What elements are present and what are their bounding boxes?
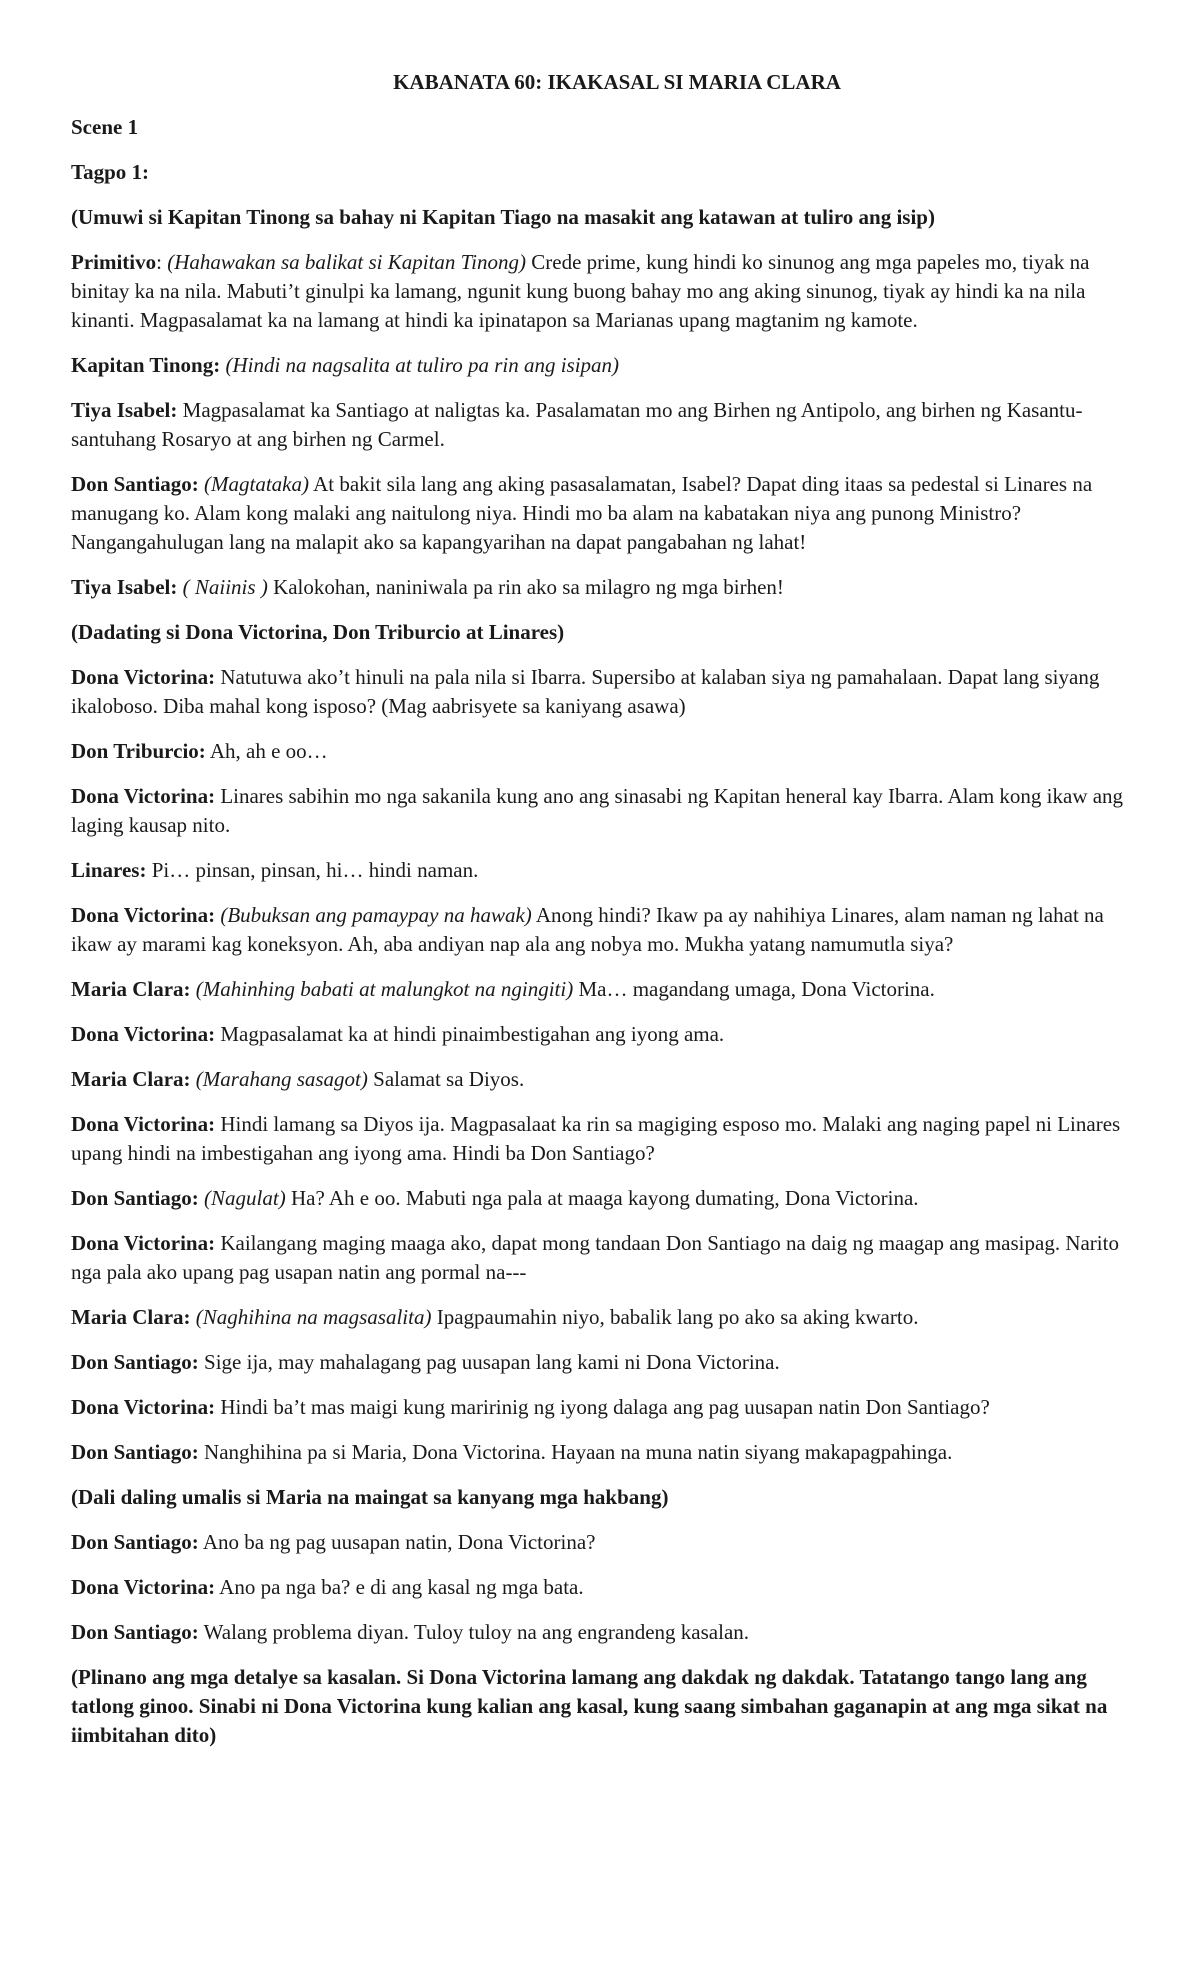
dialogue-text: Kalokohan, naniniwala pa rin ako sa milagro ng mga birhen! (267, 575, 784, 599)
speaker-name: Dona Victorina: (71, 1395, 216, 1419)
stage-direction: (Dali daling umalis si Maria na maingat sa kanyang mga hakbang) (71, 1485, 669, 1509)
stage-note: (Hahawakan sa balikat si Kapitan Tinong) (167, 250, 526, 274)
speaker-name: Don Triburcio: (71, 739, 206, 763)
speaker-name: Dona Victorina: (71, 784, 216, 808)
speaker-name: Don Santiago: (71, 1350, 199, 1374)
dialogue-line (71, 663, 1143, 721)
stage-direction: (Umuwi si Kapitan Tinong sa bahay ni Kapitan Tiago na masakit ang katawan at tuliro ang isip) (71, 205, 935, 229)
speaker-name: Primitivo (71, 250, 157, 274)
dialogue-text: Ha? Ah e oo. Mabuti nga pala at maaga kayong dumating, Dona Victorina. (285, 1186, 919, 1210)
dialogue-line (71, 975, 1143, 1004)
stage-direction: (Plinano ang mga detalye sa kasalan. Si Dona Victorina lamang ang dakdak ng dakdak. Tatatango tango lang ang tatlong ginoo. Sinabi ni Dona Victorina kung kalian ang kasal, kung saang simbahan gaganapin at ang mga sikat na iimbitahan dito) (71, 1665, 1108, 1747)
dialogue-line (71, 1020, 1143, 1049)
dialogue-line (71, 737, 1143, 766)
dialogue-line (71, 573, 1143, 602)
speaker-name: Dona Victorina: (71, 665, 216, 689)
dialogue-text: Ah, ah e oo… (209, 739, 328, 763)
dialogue-line (71, 1348, 1143, 1377)
speaker-separator: : (156, 250, 168, 274)
dialogue-line (71, 1438, 1143, 1467)
dialogue-text: Magpasalamat ka Santiago at naligtas ka. Pasalamatan mo ang Birhen ng Antipolo, ang birhen ng Kasantu- santuhang Rosaryo at ang birhen ng Carmel. (71, 398, 1083, 451)
dialogue-text: Ma… magandang umaga, Dona Victorina. (573, 977, 935, 1001)
dialogue-line (71, 1393, 1143, 1422)
dialogue-text: Pi… pinsan, pinsan, hi… hindi naman. (151, 858, 479, 882)
stage-note: (Hindi na nagsalita at tuliro pa rin ang isipan) (225, 353, 620, 377)
dialogue-line (71, 1618, 1143, 1647)
speaker-name: Maria Clara: (71, 1067, 191, 1091)
dialogue-text: Anong hindi? Ikaw pa ay nahihiya Linares, alam naman ng lahat na ikaw ay marami kag koneksyon. Ah, aba andiyan nap ala ang nobya mo. Mukha yatang namumutla siya? (71, 903, 1104, 956)
dialogue-text: Nanghihina pa si Maria, Dona Victorina. Hayaan na muna natin siyang makapagpahinga. (204, 1440, 953, 1464)
dialogue-text: Crede prime, kung hindi ko sinunog ang mga papeles mo, tiyak na binitay ka na nila. Mabuti’t ginulpi ka lamang, ngunit kung buong bahay mo ang aking sinunog, tiyak ay hindi ka na nila kinanti. Magpasalamat ka na lamang at hindi ka ipinatapon sa Marianas upang magtanim ng kamote. (71, 250, 1090, 332)
speaker-name: Don Santiago: (71, 472, 199, 496)
chapter-title: KABANATA 60: IKAKASAL SI MARIA CLARA (393, 70, 841, 94)
dialogue-text: Ano ba ng pag uusapan natin, Dona Victorina? (202, 1530, 596, 1554)
stage-note: (Bubuksan ang pamaypay na hawak) (220, 903, 532, 927)
dialogue-text: At bakit sila lang ang aking pasasalamatan, Isabel? Dapat ding itaas sa pedestal si Linares na manugang ko. Alam kong malaki ang naitulong niya. Hindi mo ba alam na kabatakan niya ang punong Ministro? Nangangahulugan lang na malapit ako sa kapangyarihan na dapat pangabahan ng lahat! (71, 472, 1093, 554)
speaker-name: Tiya Isabel: (71, 398, 178, 422)
speaker-name: Maria Clara: (71, 977, 191, 1001)
dialogue-line (71, 396, 1143, 454)
speaker-name: Dona Victorina: (71, 1575, 216, 1599)
dialogue-text: Walang problema diyan. Tuloy tuloy na ang engrandeng kasalan. (203, 1620, 750, 1644)
dialogue-line (71, 1184, 1143, 1213)
dialogue-line (71, 1229, 1143, 1287)
dialogue-line (71, 1110, 1143, 1168)
speaker-name: Don Santiago: (71, 1186, 199, 1210)
dialogue-text: Ano pa nga ba? e di ang kasal ng mga bata. (219, 1575, 584, 1599)
speaker-name: Kapitan Tinong: (71, 353, 221, 377)
dialogue-line (71, 856, 1143, 885)
dialogue-line (71, 248, 1143, 335)
speaker-name: Don Santiago: (71, 1530, 199, 1554)
stage-direction: (Dadating si Dona Victorina, Don Triburcio at Linares) (71, 620, 565, 644)
stage-note: (Magtataka) (204, 472, 310, 496)
dialogue-line (71, 901, 1143, 959)
stage-note: (Marahang sasagot) (195, 1067, 368, 1091)
dialogue-line (71, 782, 1143, 840)
stage-note: ( Naiinis ) (182, 575, 268, 599)
speaker-name: Don Santiago: (71, 1620, 199, 1644)
speaker-name: Dona Victorina: (71, 1231, 216, 1255)
speaker-name: Maria Clara: (71, 1305, 191, 1329)
dialogue-text: Salamat sa Diyos. (367, 1067, 525, 1091)
stage-note: (Nagulat) (204, 1186, 286, 1210)
dialogue-line (71, 1303, 1143, 1332)
dialogue-text: Sige ija, may mahalagang pag uusapan lang kami ni Dona Victorina. (204, 1350, 780, 1374)
dialogue-line (71, 1528, 1143, 1557)
speaker-name: Dona Victorina: (71, 1112, 216, 1136)
speaker-name: Dona Victorina: (71, 903, 216, 927)
dialogue-text: Magpasalamat ka at hindi pinaimbestigahan ang iyong ama. (220, 1022, 725, 1046)
script-body (71, 203, 1143, 1750)
speaker-name: Don Santiago: (71, 1440, 199, 1464)
dialogue-text: Hindi lamang sa Diyos ija. Magpasalaat ka rin sa magiging esposo mo. Malaki ang naging papel ni Linares upang hindi na imbestigahan ang iyong ama. Hindi ba Don Santiago? (71, 1112, 1121, 1165)
speaker-name: Tiya Isabel: (71, 575, 178, 599)
dialogue-line (71, 351, 1143, 380)
scene-heading: Scene 1 (71, 115, 139, 139)
dialogue-line (71, 470, 1143, 557)
dialogue-line (71, 1573, 1143, 1602)
dialogue-text: Linares sabihin mo nga sakanila kung ano ang sinasabi ng Kapitan heneral kay Ibarra. Alam kong ikaw ang laging kausap nito. (71, 784, 1124, 837)
speaker-name: Dona Victorina: (71, 1022, 216, 1046)
tagpo-heading: Tagpo 1: (71, 160, 150, 184)
dialogue-text: Kailangang maging maaga ako, dapat mong tandaan Don Santiago na daig ng maagap ang masipag. Narito nga pala ako upang pag usapan natin ang pormal na--- (71, 1231, 1119, 1284)
speaker-name: Linares: (71, 858, 147, 882)
stage-note: (Naghihina na magsasalita) (195, 1305, 432, 1329)
dialogue-line (71, 1065, 1143, 1094)
dialogue-text: Hindi ba’t mas maigi kung maririnig ng iyong dalaga ang pag uusapan natin Don Santiago? (220, 1395, 990, 1419)
stage-note: (Mahinhing babati at malungkot na ngingiti) (195, 977, 574, 1001)
dialogue-text: Ipagpaumahin niyo, babalik lang po ako sa aking kwarto. (431, 1305, 919, 1329)
dialogue-text: Natutuwa ako’t hinuli na pala nila si Ibarra. Supersibo at kalaban siya ng pamahalaan. Dapat lang siyang ikaloboso. Diba mahal kong isposo? (Mag aabrisyete sa kaniyang asawa) (71, 665, 1100, 718)
document-content (71, 68, 1143, 1766)
